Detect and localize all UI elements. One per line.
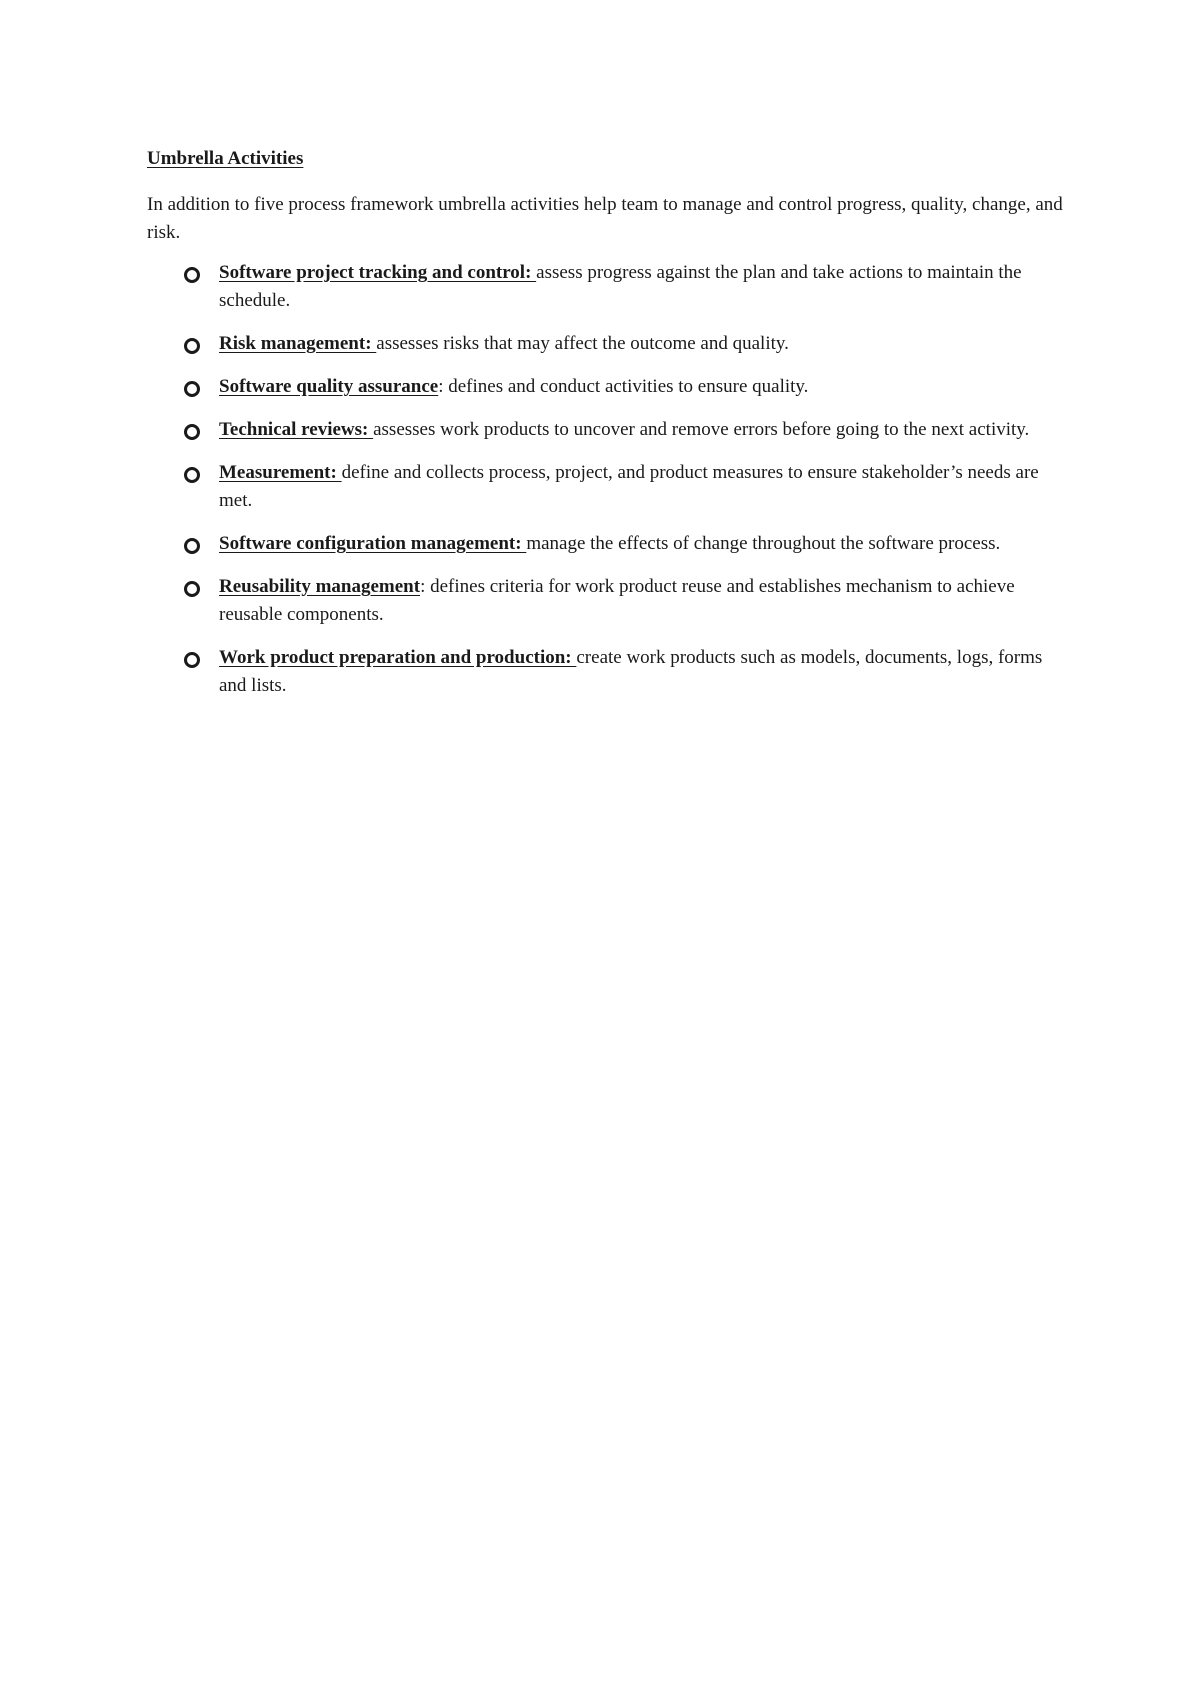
umbrella-activities-list bbox=[147, 259, 1067, 700]
hollow-circle-bullet-icon bbox=[184, 581, 200, 597]
item-term: Work product preparation and production: bbox=[219, 647, 577, 668]
list-item bbox=[147, 416, 1069, 444]
item-term: Software quality assurance bbox=[219, 376, 439, 397]
item-term: Measurement: bbox=[219, 462, 342, 483]
item-term: Reusability management bbox=[219, 576, 421, 597]
item-term: Technical reviews: bbox=[219, 419, 374, 440]
hollow-circle-bullet-icon bbox=[184, 467, 200, 483]
hollow-circle-bullet-icon bbox=[184, 338, 200, 354]
hollow-circle-bullet-icon bbox=[184, 381, 200, 397]
hollow-circle-bullet-icon bbox=[184, 652, 200, 668]
item-description: create work products such as models, documents, logs, forms and lists. bbox=[219, 647, 1043, 696]
list-item bbox=[147, 573, 1069, 629]
item-description: : defines and conduct activities to ensure quality. bbox=[438, 376, 809, 397]
item-description: : defines criteria for work product reuse and establishes mechanism to achieve reusable components. bbox=[219, 576, 1015, 625]
hollow-circle-bullet-icon bbox=[184, 267, 200, 283]
intro-paragraph: In addition to five process framework umbrella activities help team to manage and control progress, quality, change, and risk. bbox=[147, 194, 1063, 243]
list-item bbox=[147, 530, 1069, 558]
document-content bbox=[147, 145, 1067, 715]
item-description: assesses risks that may affect the outcome and quality. bbox=[376, 333, 789, 354]
list-item bbox=[147, 373, 1069, 401]
item-description: define and collects process, project, and product measures to ensure stakeholder’s needs are met. bbox=[219, 462, 1039, 511]
list-item bbox=[147, 259, 1069, 315]
list-item bbox=[147, 459, 1069, 515]
list-item bbox=[147, 644, 1069, 700]
hollow-circle-bullet-icon bbox=[184, 424, 200, 440]
item-description: manage the effects of change throughout the software process. bbox=[526, 533, 1001, 554]
item-term: Software project tracking and control: bbox=[219, 262, 537, 283]
list-item bbox=[147, 330, 1069, 358]
section-title: Umbrella Activities bbox=[147, 148, 304, 169]
item-term: Risk management: bbox=[219, 333, 377, 354]
item-term: Software configuration management: bbox=[219, 533, 527, 554]
item-description: assess progress against the plan and take actions to maintain the schedule. bbox=[219, 262, 1022, 311]
item-description: assesses work products to uncover and remove errors before going to the next activity. bbox=[373, 419, 1030, 440]
hollow-circle-bullet-icon bbox=[184, 538, 200, 554]
